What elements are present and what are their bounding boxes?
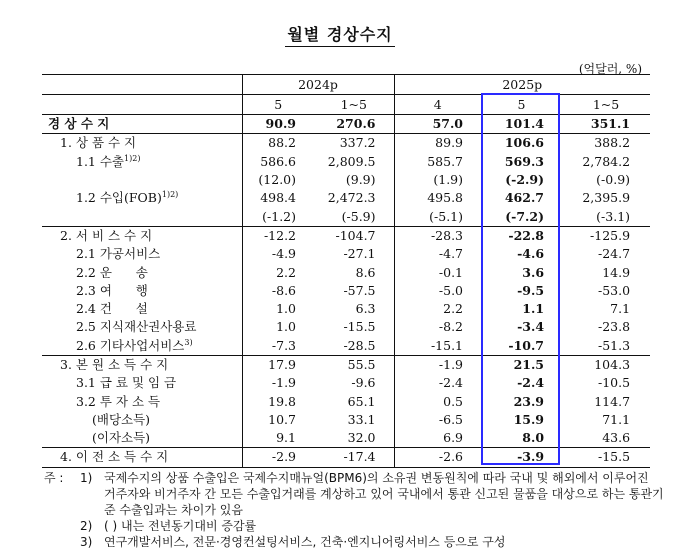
table-cell: -12.2 bbox=[242, 226, 314, 245]
footnotes bbox=[44, 470, 664, 550]
table-cell: (-5.9) bbox=[341, 208, 376, 224]
header-period-2025: 2025p bbox=[394, 75, 650, 95]
table-cell: 114.7 bbox=[594, 393, 631, 409]
row-label: 경 상 수 지 bbox=[42, 115, 242, 134]
table-cell: -9.6 bbox=[351, 375, 376, 391]
table-cell: 101.4 bbox=[481, 115, 562, 134]
table-row bbox=[42, 318, 650, 336]
table-cell: -28.3 bbox=[394, 226, 481, 245]
table-cell: -4.9 bbox=[242, 245, 314, 263]
table-cell: 270.6 bbox=[314, 115, 394, 134]
header-corner-2 bbox=[42, 95, 242, 115]
table-row bbox=[42, 171, 650, 189]
table-cell: -17.4 bbox=[314, 448, 394, 467]
row-label: 2. 서 비 스 수 지 bbox=[42, 226, 242, 245]
table-cell: 21.5 bbox=[481, 355, 562, 374]
table-row bbox=[42, 263, 650, 281]
table-cell: 6.3 bbox=[355, 301, 376, 317]
table-cell: (-2.9) bbox=[505, 172, 545, 188]
current-account-table bbox=[42, 74, 650, 468]
table-cell: 569.3 bbox=[504, 153, 545, 169]
table-cell: -6.5 bbox=[394, 411, 481, 429]
table-cell: -15.5 bbox=[562, 448, 650, 467]
table-cell: 33.1 bbox=[347, 411, 376, 427]
table-cell: -2.4 bbox=[517, 375, 545, 391]
header-col: 4 bbox=[394, 95, 481, 115]
table-cell: -7.3 bbox=[242, 337, 314, 356]
footnote-prefix: 주 : bbox=[44, 471, 64, 485]
table-cell: 71.1 bbox=[602, 411, 631, 427]
table-cell: 2,395.9 bbox=[582, 190, 631, 206]
table-row bbox=[42, 245, 650, 263]
table-cell: -2.4 bbox=[394, 374, 481, 392]
table-row bbox=[42, 189, 650, 207]
table-row bbox=[42, 207, 650, 226]
row-label bbox=[42, 171, 242, 189]
table-cell: -0.1 bbox=[394, 263, 481, 281]
table-cell: (9.9) bbox=[345, 172, 376, 188]
table-cell: -15.1 bbox=[394, 337, 481, 356]
table-cell: 55.5 bbox=[314, 355, 394, 374]
table-row bbox=[42, 300, 650, 318]
row-label: 4. 이 전 소 득 수 지 bbox=[42, 448, 242, 467]
table-cell: 6.9 bbox=[394, 429, 481, 448]
table-cell: -23.8 bbox=[597, 319, 631, 335]
table-cell: 43.6 bbox=[602, 430, 631, 446]
footnote-text: 연구개발서비스, 전문·경영컨설팅서비스, 건축·엔지니어링서비스 등으로 구성 bbox=[104, 535, 506, 549]
table-cell: -28.5 bbox=[343, 337, 376, 353]
table-cell: -3.9 bbox=[481, 448, 562, 467]
table-cell: 32.0 bbox=[347, 430, 376, 446]
row-label: 1.2 수입(FOB)$^{1)2)}$ bbox=[76, 190, 179, 206]
table-cell: -4.6 bbox=[517, 246, 545, 262]
table-cell: 88.2 bbox=[242, 134, 314, 153]
table-row bbox=[42, 226, 650, 245]
table-cell: -8.6 bbox=[242, 282, 314, 300]
table-row bbox=[42, 411, 650, 429]
row-label: 2.2 운 송 bbox=[76, 264, 148, 280]
table-cell: 351.1 bbox=[562, 115, 650, 134]
table-cell: (-5.1) bbox=[394, 207, 481, 226]
footnote-number: 3) bbox=[80, 535, 93, 549]
table-cell: -4.7 bbox=[394, 245, 481, 263]
table-cell: (-7.2) bbox=[505, 208, 545, 224]
table-cell: 8.0 bbox=[522, 430, 545, 446]
table-cell: 23.9 bbox=[513, 393, 545, 409]
table-cell: 2.2 bbox=[394, 300, 481, 318]
table-cell: 462.7 bbox=[504, 190, 545, 206]
table-cell: 1.0 bbox=[242, 318, 314, 336]
table-cell: 104.3 bbox=[562, 355, 650, 374]
table-row bbox=[42, 153, 650, 171]
table-cell: -24.7 bbox=[597, 246, 631, 262]
table-cell: -9.5 bbox=[517, 282, 545, 298]
table-cell: -51.3 bbox=[597, 337, 631, 353]
table-cell: (-1.2) bbox=[242, 207, 314, 226]
row-label: 1.1 수출$^{1)2)}$ bbox=[76, 153, 141, 169]
table-cell: -2.6 bbox=[394, 448, 481, 467]
table-cell: 388.2 bbox=[562, 134, 650, 153]
row-label: 2.1 가공서비스 bbox=[76, 246, 161, 262]
table-cell: -57.5 bbox=[343, 282, 376, 298]
table-cell: 498.4 bbox=[242, 189, 314, 207]
table-cell: -53.0 bbox=[597, 282, 631, 298]
table-cell: -22.8 bbox=[481, 226, 562, 245]
row-label: 2.3 여 행 bbox=[76, 282, 148, 298]
footnote-text: 국제수지의 상품 수출입은 국제수지매뉴얼(BPM6)의 소유권 변동원칙에 따라 국내 및 해외에서 이루어진 거주자와 비거주자 간 모든 수출입거래를 계상하고 있어 국내에서 통관 신고된 물품을 대상으로 하는 통관기준 수출입과는 차이가 있음 bbox=[104, 471, 664, 517]
row-label: 3. 본 원 소 득 수 지 bbox=[42, 355, 242, 374]
footnote-number: 2) bbox=[80, 519, 93, 533]
table-cell: -8.2 bbox=[394, 318, 481, 336]
table-cell: 1.0 bbox=[242, 300, 314, 318]
footnote-text: ( ) 내는 전년동기대비 증감률 bbox=[104, 519, 257, 533]
table-cell: 90.9 bbox=[242, 115, 314, 134]
table-cell: 586.6 bbox=[242, 153, 314, 171]
row-label bbox=[42, 207, 242, 226]
header-col: 1~5 bbox=[562, 95, 650, 115]
table-cell: (1.9) bbox=[394, 171, 481, 189]
table-cell: 89.9 bbox=[394, 134, 481, 153]
table-cell: 2,784.2 bbox=[582, 153, 631, 169]
table-cell: -125.9 bbox=[562, 226, 650, 245]
row-label: 3.2 투 자 소 득 bbox=[76, 393, 161, 409]
table-cell: (12.0) bbox=[242, 171, 314, 189]
table-cell: 495.8 bbox=[394, 189, 481, 207]
table-cell: 65.1 bbox=[347, 393, 376, 409]
table-cell: -10.7 bbox=[508, 337, 545, 353]
header-col: 5 bbox=[242, 95, 314, 115]
row-label: 2.6 기타사업서비스$^{3)}$ bbox=[76, 337, 193, 353]
table-cell: 2,809.5 bbox=[327, 153, 376, 169]
table-cell: (-0.9) bbox=[596, 172, 631, 188]
table-cell: 106.6 bbox=[481, 134, 562, 153]
page-title: 월별 경상수지 bbox=[0, 22, 680, 45]
header-col: 1~5 bbox=[314, 95, 394, 115]
table-row bbox=[42, 374, 650, 392]
table-cell: 2,472.3 bbox=[327, 190, 376, 206]
footnote-2 bbox=[44, 518, 664, 534]
table-cell: 15.9 bbox=[513, 411, 545, 427]
table-cell: -10.5 bbox=[597, 375, 631, 391]
table-cell: 17.9 bbox=[242, 355, 314, 374]
table-cell: 585.7 bbox=[394, 153, 481, 171]
table-cell: 57.0 bbox=[394, 115, 481, 134]
table-row bbox=[42, 448, 650, 467]
table-row bbox=[42, 282, 650, 300]
row-label: 2.5 지식재산권사용료 bbox=[76, 319, 197, 335]
table-cell: -1.9 bbox=[242, 374, 314, 392]
table-row bbox=[42, 355, 650, 374]
table-cell: -15.5 bbox=[343, 319, 376, 335]
unit-label: (억달러, %) bbox=[578, 62, 642, 76]
footnote-3 bbox=[44, 534, 664, 550]
table-cell: -104.7 bbox=[314, 226, 394, 245]
table-cell: 337.2 bbox=[314, 134, 394, 153]
row-label: 2.4 건 설 bbox=[76, 301, 148, 317]
row-label: (배당소득) bbox=[92, 411, 151, 427]
table-cell: 7.1 bbox=[610, 301, 631, 317]
table-row bbox=[42, 337, 650, 356]
table-cell: 8.6 bbox=[355, 264, 376, 280]
header-period-2024: 2024p bbox=[242, 75, 394, 95]
row-label: 3.1 급 료 및 임 금 bbox=[76, 375, 177, 391]
table-row bbox=[42, 115, 650, 134]
table-cell: -5.0 bbox=[394, 282, 481, 300]
table-cell: -2.9 bbox=[242, 448, 314, 467]
table-cell: 0.5 bbox=[394, 392, 481, 410]
footnote-1 bbox=[44, 470, 664, 518]
table-cell: 2.2 bbox=[242, 263, 314, 281]
header-corner bbox=[42, 75, 242, 95]
table-cell: 3.6 bbox=[522, 264, 545, 280]
footnote-number: 1) bbox=[80, 471, 93, 485]
table-cell: 14.9 bbox=[602, 264, 631, 280]
header-col: 5 bbox=[481, 95, 562, 115]
row-label: 1. 상 품 수 지 bbox=[42, 134, 242, 153]
table-cell: 1.1 bbox=[522, 301, 545, 317]
row-label: (이자소득) bbox=[92, 430, 151, 446]
table-cell: -27.1 bbox=[343, 246, 376, 262]
table-row bbox=[42, 429, 650, 448]
table-cell: 19.8 bbox=[242, 392, 314, 410]
table-cell: -1.9 bbox=[394, 355, 481, 374]
table-cell: 10.7 bbox=[242, 411, 314, 429]
table-row bbox=[42, 134, 650, 153]
table-cell: (-3.1) bbox=[596, 208, 631, 224]
table-row bbox=[42, 392, 650, 410]
table-cell: -3.4 bbox=[517, 319, 545, 335]
table-cell: 9.1 bbox=[242, 429, 314, 448]
